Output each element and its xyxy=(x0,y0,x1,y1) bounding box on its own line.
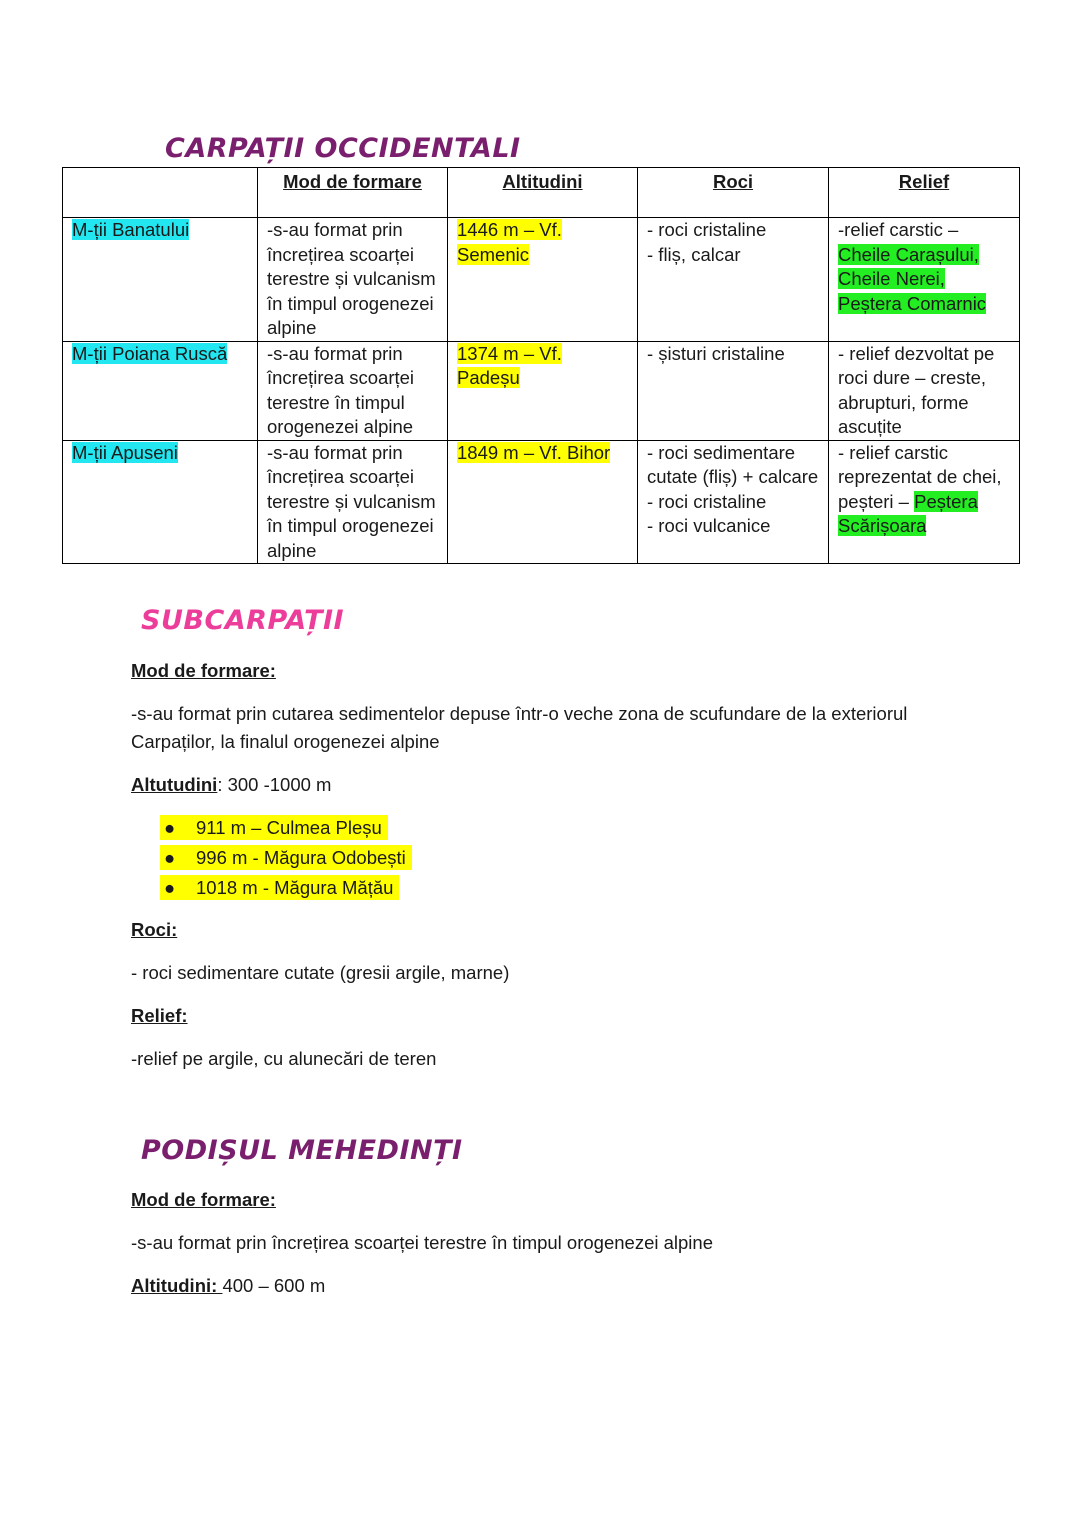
relief-text: -relief carstic – xyxy=(838,219,959,240)
carpatii-table xyxy=(62,167,1020,564)
subcarpatii-altitudini xyxy=(131,771,331,799)
list-item xyxy=(160,873,412,903)
subcarpatii-roci-text: - roci sedimentare cutate (gresii argile, marne) xyxy=(131,962,510,983)
formare-cell xyxy=(258,341,448,440)
formare-text: -s-au format prin încrețirea scoarței terestre în timpul orogenezei alpine xyxy=(267,342,415,437)
list-item xyxy=(160,813,412,843)
subcarpatii-formare-label: Mod de formare: xyxy=(131,660,276,681)
table-row xyxy=(63,218,1020,342)
bullet-icon: ● xyxy=(164,877,176,898)
header-relief: Relief xyxy=(829,168,1020,218)
altitudine-cell xyxy=(448,341,638,440)
formare-cell xyxy=(258,440,448,564)
peak-text: 1018 m - Măgura Mățău xyxy=(196,877,394,898)
peak-text: 911 m – Culmea Pleșu xyxy=(196,817,382,838)
header-empty xyxy=(63,168,258,218)
subcarpatii-roci-label: Roci: xyxy=(131,919,178,940)
table-row xyxy=(63,341,1020,440)
relief-cell xyxy=(829,341,1020,440)
section-title-subcarpatii: SUBCARPAȚII xyxy=(141,605,345,636)
altitudine-cell xyxy=(448,218,638,342)
relief-cell xyxy=(829,218,1020,342)
formare-text: -s-au format prin încrețirea scoarței terestre și vulcanism în timpul orogenezei alpine xyxy=(267,441,436,561)
roci-line: - roci cristaline xyxy=(647,219,767,240)
mountain-name-cell xyxy=(63,440,258,564)
relief-text: - relief carstic reprezentat de chei, peșteri – xyxy=(838,441,1002,512)
roci-line: - fliș, calcar xyxy=(647,243,741,265)
altitudini-label: Altitudini: xyxy=(131,1275,223,1296)
header-formare: Mod de formare xyxy=(258,168,448,218)
formare-cell xyxy=(258,218,448,342)
mehedinti-formare-label: Mod de formare: xyxy=(131,1189,276,1210)
roci-cell xyxy=(638,341,829,440)
mountain-name: M-ții Apuseni xyxy=(72,441,178,463)
subcarpatii-formare-text: -s-au format prin cutarea sedimentelor depuse într-o veche zona de scufundare de la exteriorul Carpaților, la finalul orogenezei alpine xyxy=(131,703,908,752)
mehedinti-formare-text: -s-au format prin încrețirea scoarței terestre în timpul orogenezei alpine xyxy=(131,1232,713,1253)
altitudine-text: 1849 m – Vf. Bihor xyxy=(457,441,611,463)
relief-highlight: Peștera Scărișoara xyxy=(838,490,978,536)
mountain-name: M-ții Banatului xyxy=(72,219,190,240)
bullet-icon: ● xyxy=(164,847,176,868)
section-title-mehedinti: PODIȘUL MEHEDINȚI xyxy=(141,1135,463,1166)
altitudine-text: 1374 m – Vf. Padeșu xyxy=(457,342,562,388)
peaks-list xyxy=(160,813,412,903)
mehedinti-altitudini xyxy=(131,1272,325,1300)
header-altitudini: Altitudini xyxy=(448,168,638,218)
altitudine-text: 1446 m – Vf. Semenic xyxy=(457,219,562,265)
list-item xyxy=(160,843,412,873)
subcarpatii-relief-label: Relief: xyxy=(131,1005,188,1026)
subcarpatii-relief-text: -relief pe argile, cu alunecări de teren xyxy=(131,1048,437,1069)
roci-line: - roci sedimentare cutate (fliș) + calcare xyxy=(647,441,819,487)
roci-line: - roci cristaline xyxy=(647,490,767,512)
roci-cell xyxy=(638,218,829,342)
altitudine-cell xyxy=(448,440,638,564)
altitudini-label: Altutudini xyxy=(131,774,218,795)
roci-line: - șisturi cristaline xyxy=(647,342,785,364)
altitudini-value: : 300 -1000 m xyxy=(217,774,332,795)
bullet-icon: ● xyxy=(164,817,176,838)
relief-highlight: Cheile Carașului, Cheile Nerei, Peștera Comarnic xyxy=(838,243,987,314)
roci-cell xyxy=(638,440,829,564)
peak-text: 996 m - Măgura Odobești xyxy=(196,847,406,868)
roci-line: - roci vulcanice xyxy=(647,515,771,536)
altitudini-value: 400 – 600 m xyxy=(222,1275,326,1296)
relief-cell xyxy=(829,440,1020,564)
table-row xyxy=(63,440,1020,564)
mountain-name-cell xyxy=(63,218,258,342)
table-header-row xyxy=(63,168,1020,218)
relief-text: - relief dezvoltat pe roci dure – creste, abrupturi, forme ascuțite xyxy=(838,342,995,437)
formare-text: -s-au format prin încrețirea scoarței terestre și vulcanism în timpul orogenezei alpine xyxy=(267,219,436,338)
mountain-name: M-ții Poiana Ruscă xyxy=(72,342,228,364)
mountain-name-cell xyxy=(63,341,258,440)
header-roci: Roci xyxy=(638,168,829,218)
section-title-carpatii: CARPAȚII OCCIDENTALI xyxy=(165,133,521,164)
